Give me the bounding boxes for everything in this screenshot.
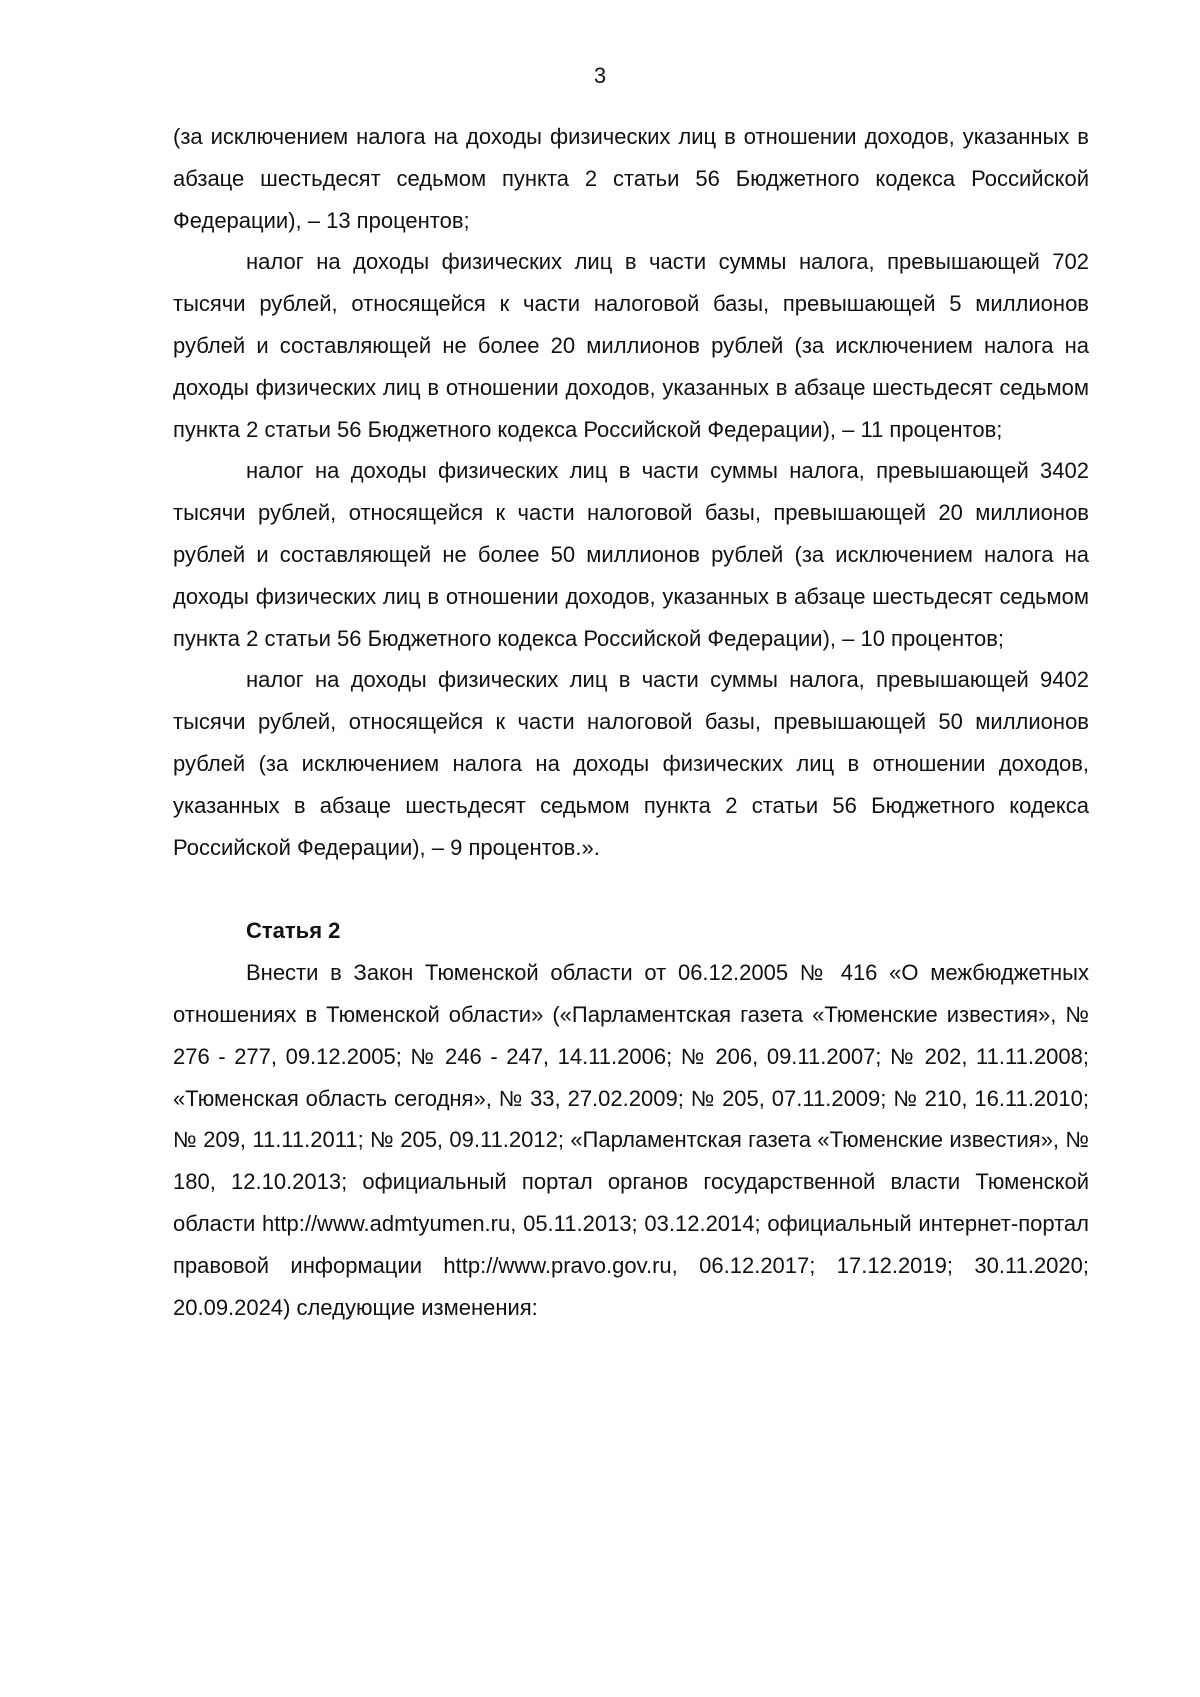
article-heading: Статья 2 [246,918,341,944]
article-paragraph: Внести в Закон Тюменской области от 06.12.2005 № 416 «О межбюджетных отношениях в Тюменской области» («Парламентская газета «Тюменские известия», № 276 - 277, 09.12.2005; № 246 - 247, 14.11.2006; № 206, 09.11.2007; № 202, 11.11.2008; «Тюменская область сегодня», № 33, 27.02.2009; № 205, 07.11.2009; № 210, 16.11.2010; № 209, 11.11.2011; № 205, 09.11.2012; «Парламентская газета «Тюменские известия», № 180, 12.10.2013; официальный портал органов государственной власти Тюменской области http://www.admtyumen.ru, 05.11.2013; 03.12.2014; официальный интернет-портал правовой информации http://www.pravo.gov.ru, 06.12.2017; 17.12.2019; 30.11.2020; 20.09.2024) следующие изменения: [173,960,1089,1320]
page-number: 3 [593,63,607,88]
paragraph-tax-9-percent: налог на доходы физических лиц в части суммы налога, превышающей 9402 тысячи рублей, относящейся к части налоговой базы, превышающей 50 миллионов рублей (за исключением налога на доходы физических лиц в отношении доходов, указанных в абзаце шестьдесят седьмом пункта 2 статьи 56 Бюджетного кодекса Российской Федерации), – 9 процентов.». [173,667,1089,860]
paragraph-continuation: (за исключением налога на доходы физических лиц в отношении доходов, указанных в абзаце шестьдесят седьмом пункта 2 статьи 56 Бюджетного кодекса Российской Федерации), – 13 процентов; [173,124,1089,233]
document-body [173,116,1089,1328]
paragraph-tax-11-percent: налог на доходы физических лиц в части суммы налога, превышающей 702 тысячи рублей, относящейся к части налоговой базы, превышающей 5 миллионов рублей и составляющей не более 20 миллионов рублей (за исключением налога на доходы физических лиц в отношении доходов, указанных в абзаце шестьдесят седьмом пункта 2 статьи 56 Бюджетного кодекса Российской Федерации), – 11 процентов; [173,249,1089,442]
paragraph-tax-10-percent: налог на доходы физических лиц в части суммы налога, превышающей 3402 тысячи рублей, относящейся к части налоговой базы, превышающей 20 миллионов рублей и составляющей не более 50 миллионов рублей (за исключением налога на доходы физических лиц в отношении доходов, указанных в абзаце шестьдесят седьмом пункта 2 статьи 56 Бюджетного кодекса Российской Федерации), – 10 процентов; [173,458,1089,651]
